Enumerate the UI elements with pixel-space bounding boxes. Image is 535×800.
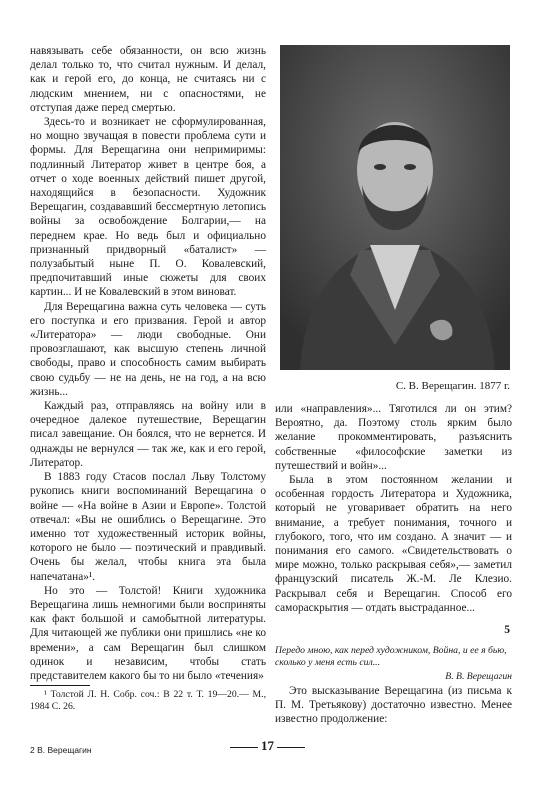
paragraph: Это высказывание Верещагина (из письма к П. М. Третьякову) достаточно известно. Менее известно продолжение: — [275, 684, 512, 726]
epigraph: Передо мною, как перед художником, Война, и ее я бью, сколько у меня есть сил... — [275, 645, 507, 669]
paragraph: Была в этом постоянном желании и особенная гордость Литератора и Художника, который не уговаривает обратить на него внимание, а требует понимания, точного и глубокого, того, что им создано. А значит — и понимания его самого. «Свидетельствовать о мире можно, только раскрывая себя»,— заметил французский писатель Ж.-М. Ле Клезио. Раскрывал себя и Верещагин. Способ его самораскрытия — отдать выстраданное... — [275, 474, 512, 614]
footnote: ¹ Толстой Л. Н. Собр. соч.: В 22 т. Т. 19—20.— М., 1984 С. 26. — [30, 689, 266, 713]
portrait-image — [280, 45, 510, 370]
page-number: 17 — [261, 738, 274, 753]
section-number: 5 — [504, 624, 510, 637]
right-column — [275, 402, 512, 726]
left-column — [30, 44, 266, 713]
rule-right — [277, 747, 305, 748]
paragraph: Для Верещагина важна суть человека — суть его поступка и его призвания. Герой и автор «Литератора» — люди свободные. Они провозглашают, как высшую степень личной свободы, право и способность самим выбирать свою судьбу — не на день, не на год, а на всю жизнь... — [30, 300, 266, 398]
portrait-photo — [280, 45, 510, 370]
footnote-rule — [30, 685, 90, 686]
signature-mark: 2 В. Верещагин — [30, 745, 92, 755]
paragraph: Но это — Толстой! Книги художника Верещагина лишь немногими были восприняты как факт большой и самобытной литературы. Для читающей же публики они пришлись «не ко времени», а сам Верещагин был слишком одинок и независим, чтобы стать представителем какого бы то ни было «течения» — [30, 584, 266, 682]
photo-caption: С. В. Верещагин. 1877 г. — [395, 380, 510, 392]
epigraph-author: В. В. Верещагин — [445, 670, 512, 682]
paragraph: Каждый раз, отправляясь на войну или в очередное далекое путешествие, Верещагин писал завещание. Он боялся, что не вернется. И однажды не вернулся — так же, как и его герой, Литератор. — [30, 400, 266, 469]
paragraph: Здесь-то и возникает не сформулированная, но мощно звучащая в повести проблема сути и формы. Для Верещагина они непримиримы: подлинный Литератор живет в центре боя, а отчет о ходе военных действий пишет другой, находящийся в безопасности. Художник Верещагин, создававший бессмертную летопись войны за освобождение Болгарии,— на переднем крае. Но ведь был и официально признанный придворный «баталист» — полузабытый ныне П. О. Ковалевский, предпочитавший иные сюжеты для своих картин... И не Ковалевский в этом виноват. — [30, 116, 266, 299]
rule-left — [230, 747, 258, 748]
paragraph: В 1883 году Стасов послал Льву Толстому рукопись книги воспоминаний Верещагина о войне — «На войне в Азии и Европе». Толстой отвечал: «Вы не ошиблись о Верещагине. Это именно тот художественный историк войны, которого не было — поэтический и правдивый. Очень бы желал, чтобы книга эта была напечатана»¹. — [30, 471, 266, 583]
paragraph: или «направления»... Тяготился ли он этим? Вероятно, да. Поэтому столь ярким было желание прокомментировать, разъяснить собственные «философские заметки из путешествий и войн»... — [275, 403, 512, 472]
page-number-block — [0, 738, 535, 754]
paragraph: навязывать себе обязанности, он всю жизнь делал только то, что считал нужным. И делал, как и герой его, до конца, не считаясь ни с людским мнением, ни с опасностями, не отступая даже перед смертью. — [30, 45, 266, 114]
